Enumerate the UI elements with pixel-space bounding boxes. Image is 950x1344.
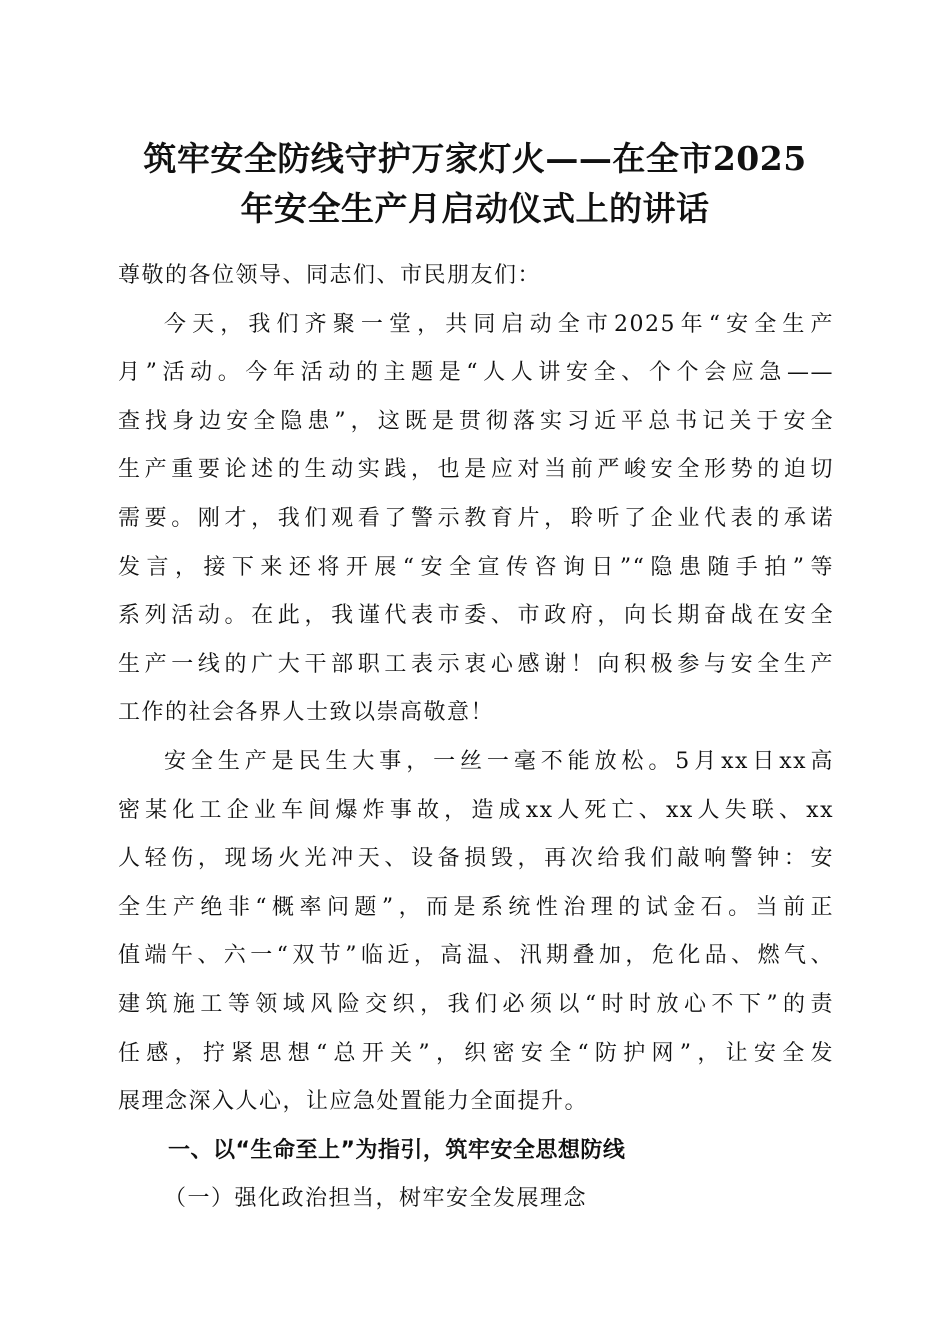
paragraph-line: 密某化工企业车间爆炸事故，造成xx人死亡、xx人失联、xx: [118, 797, 834, 823]
paragraph-line: 任感，拧紧思想“总开关”，织密安全“防护网”，让安全发: [118, 1040, 834, 1066]
paragraph-line: 展理念深入人心，让应急处置能力全面提升。: [118, 1089, 589, 1115]
document-title: [100, 134, 850, 234]
paragraph-line: 全生产绝非“概率问题”，而是系统性治理的试金石。当前正: [118, 894, 834, 920]
paragraph-line: 月”活动。今年活动的主题是“人人讲安全、个个会应急——: [118, 360, 834, 386]
paragraph-line: 建筑施工等领域风险交织，我们必须以“时时放心不下”的责: [118, 991, 834, 1017]
paragraph-line: 今天，我们齐聚一堂，共同启动全市2025年“安全生产: [164, 311, 834, 337]
paragraph-line: 需要。刚才，我们观看了警示教育片，聆听了企业代表的承诺: [118, 505, 834, 531]
paragraph-line: 生产重要论述的生动实践，也是应对当前严峻安全形势的迫切: [118, 457, 834, 483]
paragraph-2: [118, 738, 834, 1127]
paragraph-line: 系列活动。在此，我谨代表市委、市政府，向长期奋战在安全: [118, 603, 834, 629]
paragraph-line: 查找身边安全隐患”，这既是贯彻落实习近平总书记关于安全: [118, 408, 834, 434]
paragraph-1: [118, 301, 834, 738]
title-line-1: 筑牢安全防线守护万家灯火——在全市2025: [143, 139, 807, 178]
paragraph-line: 值端午、六一“双节”临近，高温、汛期叠加，危化品、燃气、: [118, 943, 834, 969]
paragraph-line: 工作的社会各界人士致以崇高敬意！: [118, 700, 495, 726]
document-body: [118, 252, 834, 1224]
paragraph-line: 生产一线的广大干部职工表示衷心感谢！向积极参与安全生产: [118, 651, 834, 677]
paragraph-line: 人轻伤，现场火光冲天、设备损毁，再次给我们敲响警钟：安: [118, 846, 834, 872]
paragraph-line: 安全生产是民生大事，一丝一毫不能放松。5月xx日xx高: [164, 748, 834, 774]
paragraph-line: 发言，接下来还将开展“安全宣传咨询日”“隐患随手拍”等: [118, 554, 834, 580]
salutation: 尊敬的各位领导、同志们、市民朋友们：: [118, 263, 542, 288]
title-line-2: 年安全生产月启动仪式上的讲话: [240, 189, 710, 228]
section-heading: 一、以“生命至上”为指引，筑牢安全思想防线: [168, 1137, 626, 1163]
subsection-heading: （一）强化政治担当，树牢安全发展理念: [164, 1186, 588, 1212]
